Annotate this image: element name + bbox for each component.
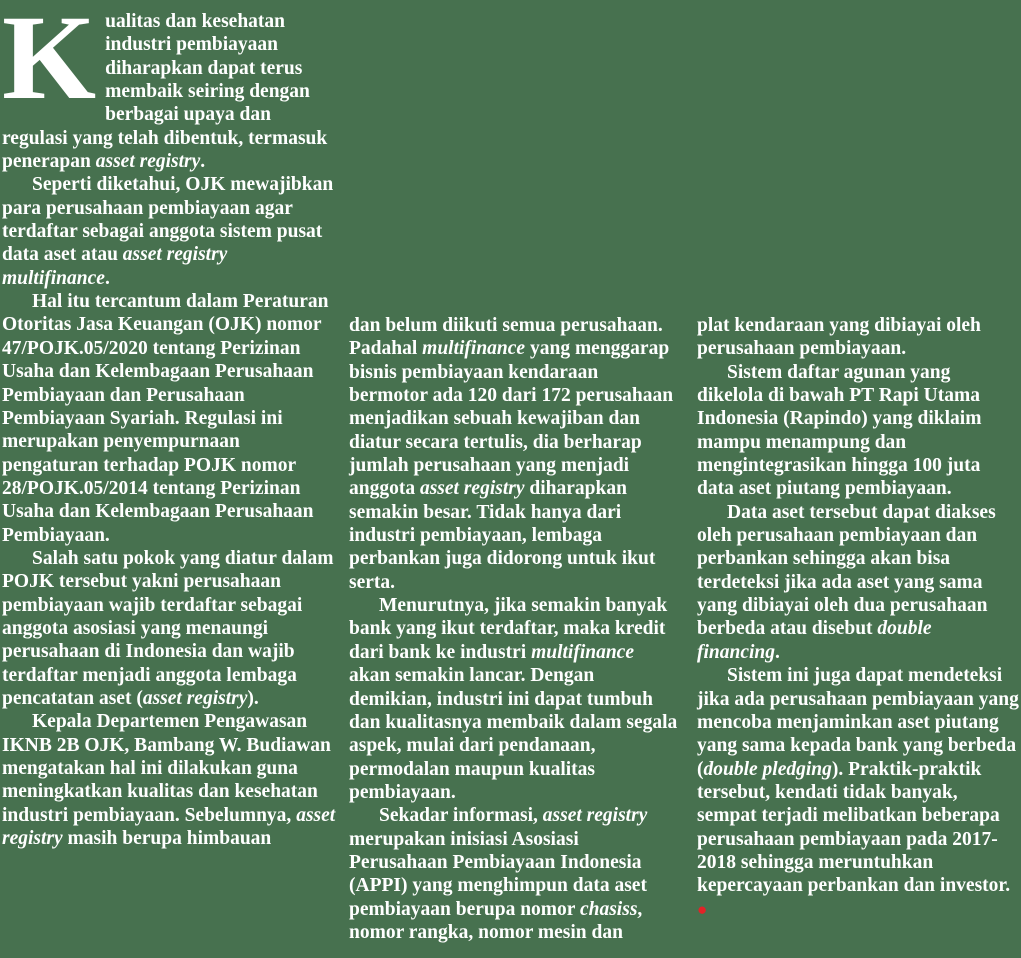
paragraph <box>2 173 336 290</box>
paragraph <box>697 664 1019 921</box>
text-run: Hal itu tercantum dalam Peraturan Otoritas Jasa Keuangan (OJK) nomor 47/POJK.05/2020 tentang Perizinan Usaha dan Kelembagaan Perusahaan Pembiayaan dan Perusahaan Pembiayaan Syariah. Regulasi ini merupakan penyempurnaan pengaturan terhadap POJK nomor 28/POJK.05/2014 tentang Perizinan Usaha dan Kelembagaan Perusahaan Pembiayaan. <box>2 291 329 546</box>
paragraph <box>349 804 679 944</box>
text-run: ). Praktik-praktik tersebut, kendati tidak banyak, sempat terjadi melibatkan beberapa perusahaan pembiayaan pada 2017-2018 sehingga meruntuhkan kepercayaan perbankan dan investor. <box>697 758 1011 897</box>
italic-text-run: asset registry <box>95 151 201 173</box>
paragraph <box>697 314 1019 361</box>
text-run: ). <box>247 687 259 709</box>
paragraph <box>2 0 336 173</box>
italic-text-run: multifinance <box>422 338 526 360</box>
italic-text-run: chasiss <box>579 898 638 920</box>
text-run: Salah satu pokok yang diatur dalam POJK tersebut yakni perusahaan pembiayaan wajib terdaftar sebagai anggota asosiasi yang menaungi perusahaan di Indonesia dan wajib terdaftar menjadi anggota lembaga pencatatan aset ( <box>2 547 334 709</box>
italic-text-run: asset registry <box>419 478 525 500</box>
paragraph <box>2 710 336 850</box>
italic-text-run: multifinance <box>531 641 634 663</box>
text-run: . <box>104 267 110 289</box>
drop-cap: K <box>2 0 97 125</box>
article-column-2 <box>349 314 679 944</box>
paragraph <box>349 594 679 804</box>
paragraph <box>697 501 1019 664</box>
article-end-mark-icon: ● <box>697 899 708 919</box>
italic-text-run: asset registry multifinance <box>2 244 228 289</box>
italic-text-run: asset registry <box>142 687 248 709</box>
text-run: . <box>200 151 206 173</box>
text-run: dan belum diikuti semua perusahaan. Padahal <box>349 315 663 360</box>
text-run: yang menggarap bisnis pembiayaan kendaraan bermotor ada 120 dari 172 perusahaan menjadikan sebuah kewajiban dan diatur secara tertulis, dia berharap jumlah perusahaan yang menjadi anggota <box>349 338 674 500</box>
italic-text-run: double financing <box>697 618 932 663</box>
paragraph <box>2 547 336 710</box>
text-run: merupakan inisiasi Asosiasi Perusahaan Pembiayaan Indonesia (APPI) yang menghimpun data aset pembiayaan berupa nomor <box>349 828 647 920</box>
text-run: , nomor rangka, nomor mesin dan <box>349 898 643 943</box>
text-run: ualitas dan kesehatan industri pembiayaan diharapkan dapat terus membaik seiring dengan berbagai upaya dan regulasi yang telah dibentuk, termasuk penerapan <box>2 11 328 173</box>
paragraph <box>697 361 1019 501</box>
italic-text-run: double pledging <box>703 758 832 780</box>
text-run: Seperti diketahui, OJK mewajibkan para perusahaan pembiayaan agar terdaftar sebagai anggota sistem pusat data aset atau <box>2 174 334 266</box>
italic-text-run: asset registry <box>542 805 648 827</box>
text-run: Sistem ini juga dapat mendeteksi jika ada perusahaan pembiayaan yang mencoba menjaminkan aset piutang yang sama kepada bank yang berbeda ( <box>697 665 1019 780</box>
article-column-1 <box>2 0 336 850</box>
text-run: . <box>775 641 780 663</box>
text-run: akan semakin lancar. Dengan demikian, industri ini dapat tumbuh dan kualitasnya membaik dalam segala aspek, mulai dari pendanaan, permodalan maupun kualitas pembiayaan. <box>349 665 678 803</box>
text-run: plat kendaraan yang dibiayai oleh perusahaan pembiayaan. <box>697 315 981 360</box>
article-column-3 <box>697 314 1019 921</box>
text-run: diharapkan semakin besar. Tidak hanya dari industri pembiayaan, lembaga perbankan juga didorong untuk ikut serta. <box>349 478 656 593</box>
text-run: masih berupa himbauan <box>62 828 272 850</box>
text-run: Kepala Departemen Pengawasan IKNB 2B OJK, Bambang W. Budiawan mengatakan hal ini dilakukan guna meningkatkan kualitas dan kesehatan industri pembiayaan. Sebelumnya, <box>2 711 331 826</box>
text-run: Data aset tersebut dapat diakses oleh perusahaan pembiayaan dan perbankan sehingga akan bisa terdeteksi jika ada aset yang sama yang dibiayai oleh dua perusahaan berbeda atau disebut <box>697 501 996 640</box>
text-run: Sekadar informasi, <box>379 805 543 827</box>
paragraph <box>2 290 336 547</box>
italic-text-run: asset registry <box>2 804 336 850</box>
text-run: Menurutnya, jika semakin banyak bank yang ikut terdaftar, maka kredit dari bank ke industri <box>349 595 668 663</box>
text-run: Sistem daftar agunan yang dikelola di bawah PT Rapi Utama Indonesia (Rapindo) yang diklaim mampu menampung dan mengintegrasikan hingga 100 juta data aset piutang pembiayaan. <box>697 361 982 500</box>
paragraph <box>349 314 679 594</box>
